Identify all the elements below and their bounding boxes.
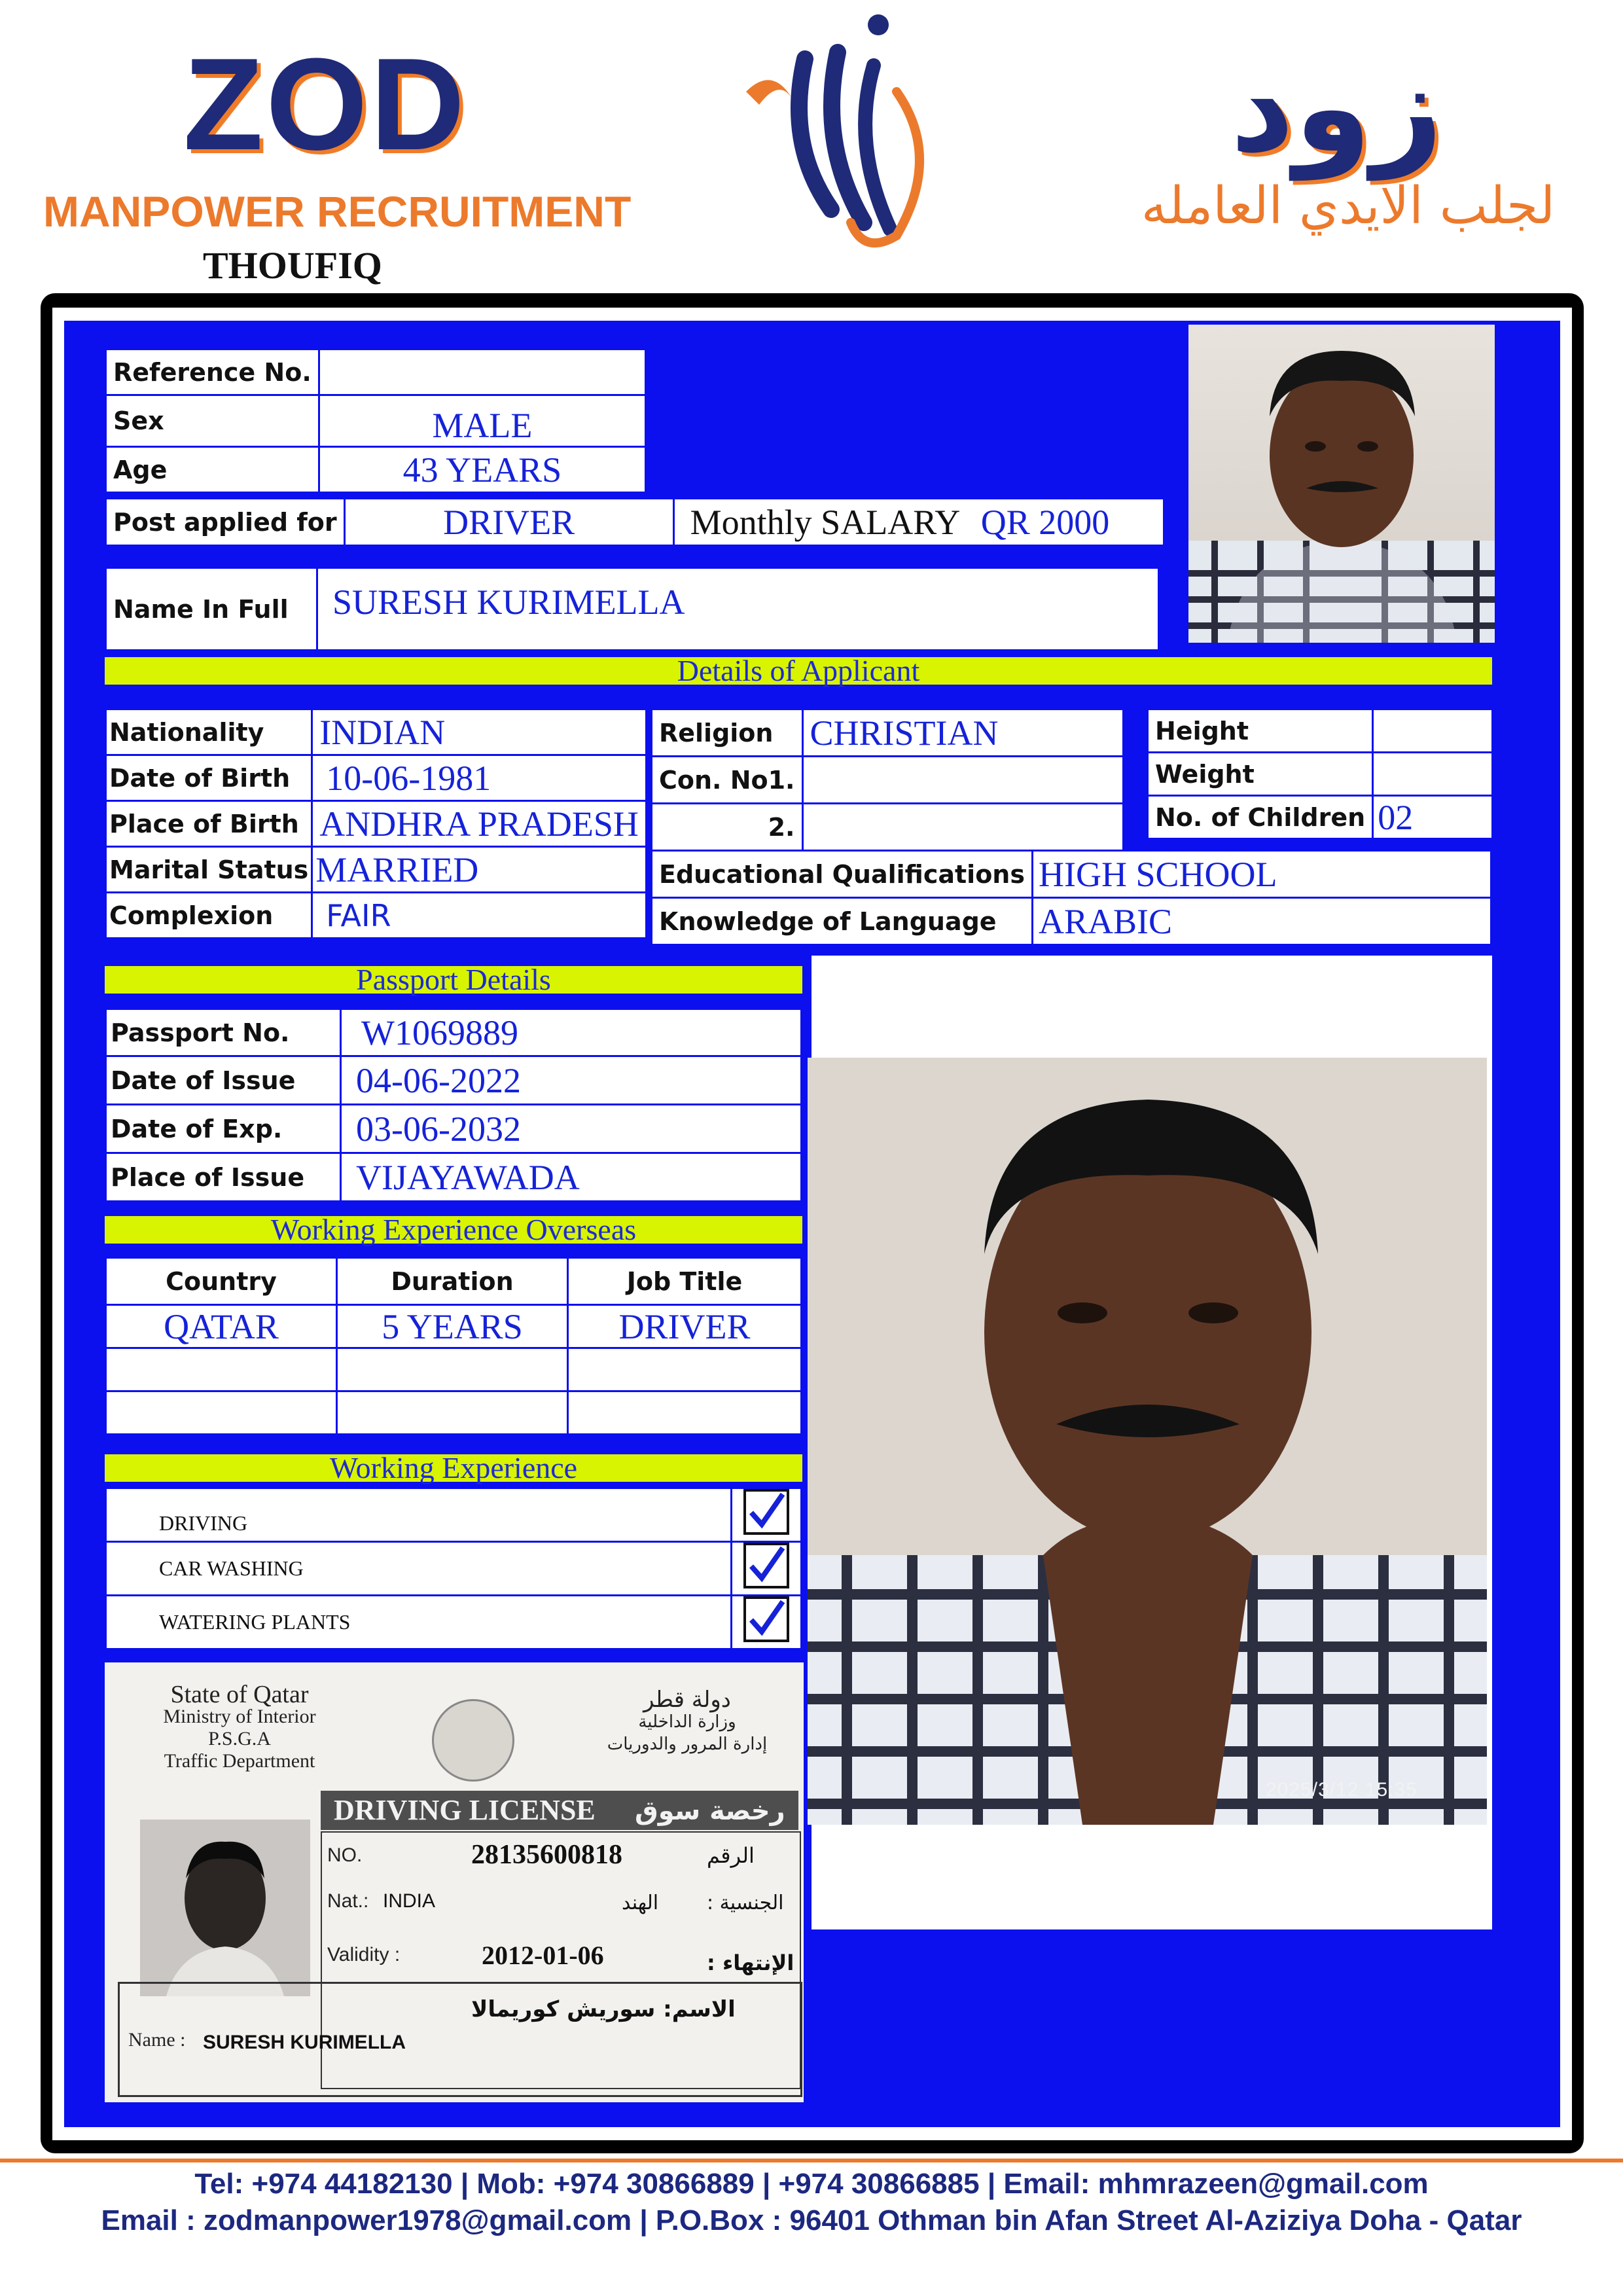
license-nat-value: INDIA (383, 1890, 436, 1912)
overseas-job: DRIVER (568, 1305, 802, 1348)
license-title-en: DRIVING LICENSE (334, 1794, 596, 1826)
weight-label: Weight (1148, 753, 1373, 796)
passport-band: Passport Details (105, 966, 802, 994)
language-value: ARABIC (1032, 898, 1491, 945)
marital-value: MARRIED (312, 847, 647, 893)
religion-label: Religion (652, 709, 803, 757)
name-value: SURESH KURIMELLA (317, 568, 1159, 651)
con2-value (802, 804, 1124, 851)
overseas-country: QATAR (106, 1305, 337, 1348)
physical-table (1147, 708, 1493, 840)
brand-subtitle: MANPOWER RECRUITMENT (43, 187, 632, 236)
check-icon (732, 1488, 802, 1542)
passport-exp-label: Date of Exp. (106, 1105, 341, 1153)
license-nat-label-ar: الجنسية : (707, 1892, 784, 1914)
experience-item (106, 1596, 802, 1649)
passport-issue-label: Date of Issue (106, 1056, 341, 1105)
height-label: Height (1148, 709, 1373, 753)
dob-label: Date of Birth (106, 755, 312, 801)
license-photo (140, 1820, 310, 1996)
license-name-ar: الاسم: سوريش كوريمالا (471, 1996, 736, 2022)
check-icon (732, 1596, 802, 1649)
passport-table (105, 1008, 802, 1202)
overseas-row (106, 1305, 802, 1348)
license-name-label: Name : (128, 2029, 186, 2051)
experience-band: Working Experience (105, 1454, 802, 1482)
con1-label: Con. No1. (652, 757, 803, 804)
passport-place-label: Place of Issue (106, 1153, 341, 1202)
reference-value (319, 350, 645, 395)
basic-info-table (105, 348, 647, 493)
overseas-header-job: Job Title (568, 1258, 802, 1305)
license-name-value: SURESH KURIMELLA (203, 2032, 406, 2053)
license-nat-label: Nat.: (327, 1890, 369, 1912)
details-band: Details of Applicant (105, 657, 1492, 685)
license-no-label: NO. (327, 1844, 363, 1866)
overseas-duration: 5 YEARS (337, 1305, 568, 1348)
children-value: 02 (1373, 796, 1493, 839)
sex-value: MALE (319, 395, 645, 447)
salary-label: Monthly SALARY (690, 502, 959, 542)
license-no-value: 28135600818 (471, 1840, 622, 1870)
weight-value (1373, 753, 1493, 796)
dob-value: 10-06-1981 (312, 755, 647, 801)
qatar-emblem-icon (432, 1699, 514, 1782)
license-state-ar-2: وزارة الداخلية (638, 1712, 736, 1732)
nationality-label: Nationality (106, 709, 312, 755)
salary-value: QR 2000 (980, 502, 1110, 542)
children-label: No. of Children (1148, 796, 1373, 839)
brand-logo-text: ZOD (183, 31, 468, 177)
license-validity-value: 2012-01-06 (482, 1941, 604, 1970)
education-label: Educational Qualifications (652, 851, 1033, 898)
post-label: Post applied for (106, 499, 345, 546)
footer-divider (0, 2159, 1623, 2162)
license-validity-label-ar: الإنتهاء : (707, 1950, 794, 1975)
overseas-table (105, 1257, 802, 1435)
overseas-band: Working Experience Overseas (105, 1216, 802, 1244)
post-value: DRIVER (344, 499, 673, 546)
passport-place-value: VIJAYAWADA (341, 1153, 802, 1202)
license-state-en-2: Ministry of Interior (163, 1706, 316, 1727)
experience-table (105, 1487, 802, 1650)
applicant-photo-small (1188, 325, 1495, 643)
license-nat-value-ar: الهند (622, 1892, 659, 1914)
overseas-row-empty (106, 1348, 802, 1391)
experience-item-label: WATERING PLANTS (106, 1596, 732, 1649)
complexion-value: FAIR (312, 893, 647, 939)
license-no-label-ar: الرقم (707, 1843, 755, 1868)
pob-value: ANDHRA PRADESH (312, 801, 647, 847)
sex-label: Sex (106, 395, 319, 447)
age-value: 43 YEARS (319, 447, 645, 493)
photo-timestamp: 2025/3/12 15:35 (1266, 1779, 1418, 1801)
con2-label: 2. (652, 804, 803, 851)
experience-item-label: CAR WASHING (106, 1542, 732, 1596)
license-state-en-1: State of Qatar (170, 1681, 309, 1708)
arabic-subtitle: لجلب الايدي العامله (1141, 177, 1556, 236)
license-state-ar-3: إدارة المرور والدوريات (607, 1734, 768, 1754)
brand-emblem-icon (733, 13, 949, 262)
license-title-ar: رخصة سوق (635, 1796, 785, 1826)
marital-label: Marital Status (106, 847, 312, 893)
license-state-en-4: Traffic Department (164, 1750, 315, 1772)
name-table (105, 567, 1160, 651)
age-label: Age (106, 447, 319, 493)
nationality-value: INDIAN (312, 709, 647, 755)
experience-item (106, 1542, 802, 1596)
footer-address-line: Email : zodmanpower1978@gmail.com | P.O.Box : 96401 Othman bin Afan Street Al-Aziziya Doha - Qatar (101, 2204, 1522, 2236)
language-label: Knowledge of Language (652, 898, 1033, 945)
overseas-row-empty (106, 1391, 802, 1435)
footer-contact-line: Tel: +974 44182130 | Mob: +974 30866889 | +974 30866885 | Email: mhmrazeen@gmail.com (194, 2168, 1429, 2200)
license-state-ar-1: دولة قطر (643, 1687, 731, 1713)
details-left-table (105, 708, 647, 939)
religion-value: CHRISTIAN (802, 709, 1124, 757)
education-table (651, 850, 1492, 946)
overseas-header-duration: Duration (337, 1258, 568, 1305)
passport-number-value: W1069889 (341, 1009, 802, 1056)
arabic-brand: زود (1230, 35, 1443, 180)
driving-license-scan (105, 1662, 804, 2102)
con1-value (802, 757, 1124, 804)
overseas-header-country: Country (106, 1258, 337, 1305)
passport-number-label: Passport No. (106, 1009, 341, 1056)
religion-table (651, 708, 1124, 852)
post-table (105, 497, 1165, 547)
license-state-en-3: P.S.G.A (208, 1728, 271, 1749)
agent-name: THOUFIQ (203, 244, 382, 287)
passport-issue-value: 04-06-2022 (341, 1056, 802, 1105)
license-validity-label: Validity : (327, 1944, 401, 1965)
complexion-label: Complexion (106, 893, 312, 939)
passport-exp-value: 03-06-2032 (341, 1105, 802, 1153)
pob-label: Place of Birth (106, 801, 312, 847)
height-value (1373, 709, 1493, 753)
reference-label: Reference No. (106, 350, 319, 395)
experience-item-label: DRIVING (106, 1488, 732, 1542)
experience-item (106, 1488, 802, 1542)
name-label: Name In Full (106, 568, 317, 651)
check-icon (732, 1542, 802, 1596)
applicant-photo-large (808, 1058, 1487, 1825)
education-value: HIGH SCHOOL (1032, 851, 1491, 898)
